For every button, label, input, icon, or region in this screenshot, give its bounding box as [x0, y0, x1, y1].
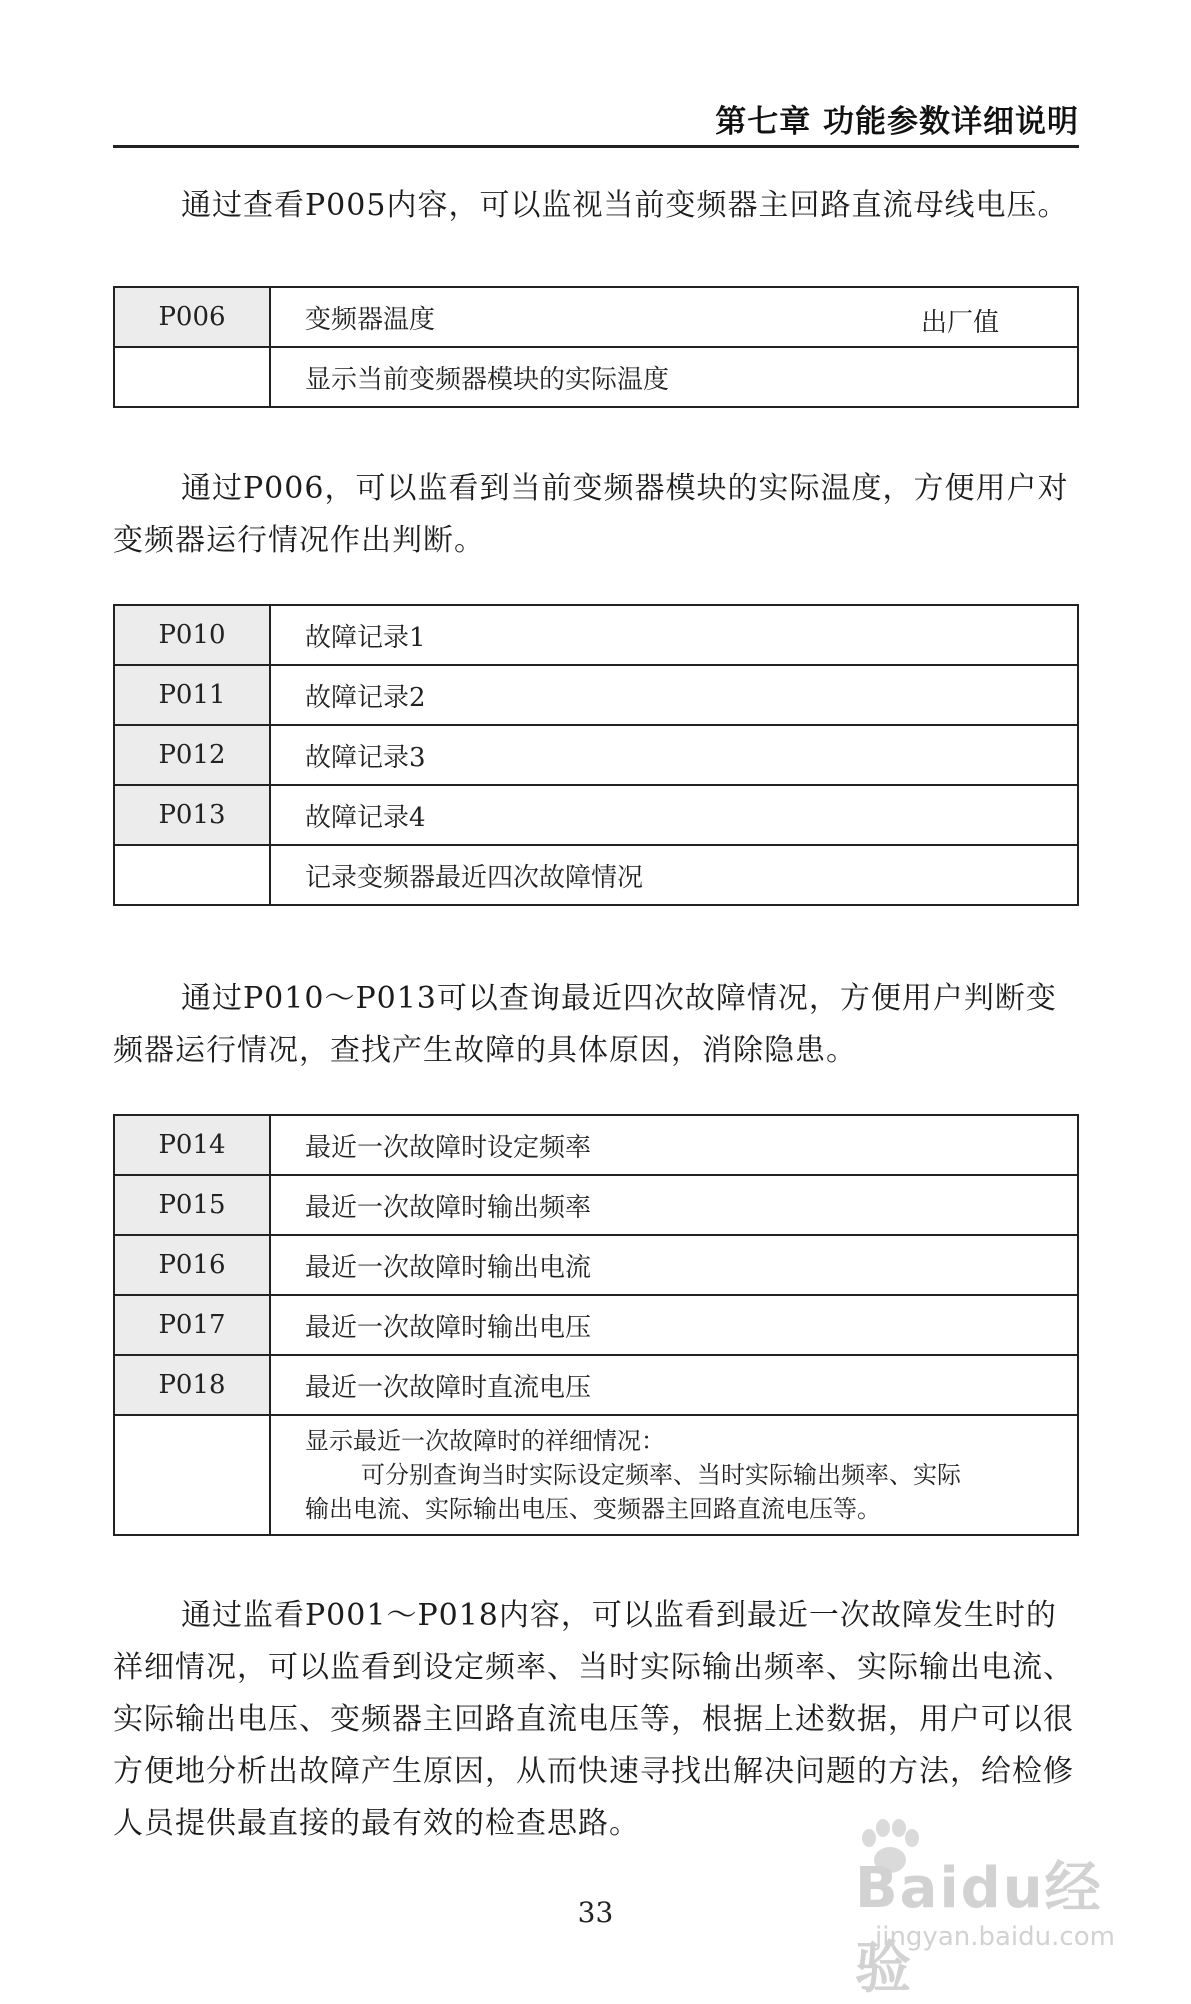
param-name: 最近一次故障时直流电压	[270, 1355, 1078, 1415]
param-table-fault-records	[113, 604, 1079, 906]
param-name: 最近一次故障时设定频率	[270, 1115, 1078, 1175]
param-name: 最近一次故障时输出频率	[270, 1175, 1078, 1235]
page-number: 33	[577, 1896, 614, 1929]
param-code: P014	[114, 1115, 270, 1175]
param-name: 变频器温度	[305, 304, 436, 335]
description-line: 可分别查询当时实际设定频率、当时实际输出频率、实际	[361, 1461, 961, 1489]
param-code: P017	[114, 1295, 270, 1355]
paragraph-p005	[113, 180, 1079, 232]
param-name: 故障记录4	[270, 785, 1078, 845]
table-row	[114, 605, 1078, 665]
watermark-brand: Baidu经验	[855, 1856, 1103, 2001]
description-line: 显示最近一次故障时的祥细情况：	[305, 1427, 665, 1455]
param-description: 显示当前变频器模块的实际温度	[270, 347, 1078, 407]
blank-code-cell	[114, 347, 270, 407]
table-row	[114, 665, 1078, 725]
param-code: P013	[114, 785, 270, 845]
table-row	[114, 1295, 1078, 1355]
param-code: P006	[114, 287, 270, 347]
table-row	[114, 1115, 1078, 1175]
param-description: 记录变频器最近四次故障情况	[270, 845, 1078, 905]
param-code: P010	[114, 605, 270, 665]
param-name: 最近一次故障时输出电流	[270, 1235, 1078, 1295]
paragraph-summary	[113, 1590, 1079, 1850]
param-table-p006	[113, 286, 1079, 408]
param-code: P016	[114, 1235, 270, 1295]
description-line: 输出电流、实际输出电压、变频器主回路直流电压等。	[305, 1495, 881, 1523]
paragraph-fault-query	[113, 973, 1079, 1077]
param-code: P012	[114, 725, 270, 785]
table-row	[114, 1175, 1078, 1235]
paragraph-text: 通过查看P005内容，可以监视当前变频器主回路直流母线电压。	[181, 188, 1069, 223]
table-row	[114, 785, 1078, 845]
param-name: 最近一次故障时输出电压	[270, 1295, 1078, 1355]
param-name: 故障记录2	[270, 665, 1078, 725]
default-value-label: 出厂值	[920, 308, 999, 338]
paragraph-text: 通过监看P001～P018内容，可以监看到最近一次故障发生时的祥细情况，可以监看到设定频率、当时实际输出频率、实际输出电流、实际输出电压、变频器主回路直流电压等，根据上述数据，用户可以很方便地分析出故障产生原因，从而快速寻找出解决问题的方法，给检修人员提供最直接的最有效的检查思路。	[113, 1598, 1074, 1841]
param-code: P015	[114, 1175, 270, 1235]
param-code: P011	[114, 665, 270, 725]
header-rule	[113, 145, 1079, 148]
param-name-cell	[270, 287, 1078, 347]
table-row	[114, 845, 1078, 905]
paragraph-text: 通过P006，可以监看到当前变频器模块的实际温度，方便用户对变频器运行情况作出判断。	[113, 471, 1069, 558]
param-table-last-fault	[113, 1114, 1079, 1536]
watermark-site: jingyan.baidu.com	[875, 1922, 1115, 1952]
param-code: P018	[114, 1355, 270, 1415]
chapter-title: 第七章 功能参数详细说明	[715, 104, 1079, 140]
table-row	[114, 1355, 1078, 1415]
blank-code-cell	[114, 845, 270, 905]
blank-code-cell	[114, 1415, 270, 1535]
param-name: 故障记录3	[270, 725, 1078, 785]
param-description	[270, 1415, 1078, 1535]
paragraph-text: 通过P010～P013可以查询最近四次故障情况，方便用户判断变频器运行情况，查找产生故障的具体原因，消除隐患。	[113, 981, 1057, 1068]
paragraph-p006	[113, 463, 1079, 567]
param-name: 故障记录1	[270, 605, 1078, 665]
table-row	[114, 725, 1078, 785]
baidu-watermark	[855, 1818, 1155, 2001]
table-row	[114, 1235, 1078, 1295]
